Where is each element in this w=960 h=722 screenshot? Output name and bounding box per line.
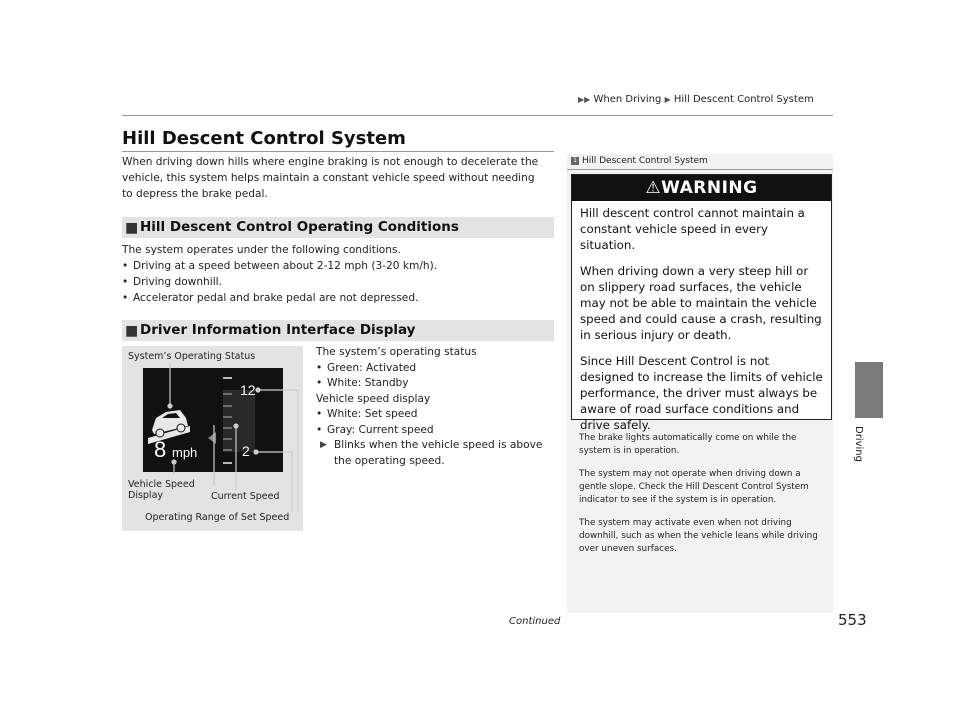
- speed-title: Vehicle speed display: [316, 392, 431, 405]
- section-marker-icon: ■: [125, 323, 139, 339]
- section-marker-icon: ■: [125, 220, 139, 236]
- meter-illustration: [122, 346, 303, 531]
- range-max: 12: [240, 382, 256, 398]
- breadcrumb-arrow-icon: ▶▶: [578, 95, 591, 104]
- list-item: • Driving at a speed between about 2-12 mph (3-20 km/h).: [122, 258, 547, 274]
- chapter-tab-label: Driving: [853, 426, 864, 462]
- section-heading-text: Driver Information Interface Display: [140, 322, 416, 338]
- sidebar-header-text: Hill Descent Control System: [582, 156, 708, 166]
- warning-paragraph: Since Hill Descent Control is not designed to increase the limits of vehicle performance, the driver must always be aware of road surface conditions and drive safely.: [580, 354, 823, 432]
- display-figure: [122, 346, 303, 531]
- figure-label-line: Vehicle Speed: [128, 479, 195, 490]
- chapter-tab[interactable]: [855, 362, 883, 418]
- figure-label-status: System’s Operating Status: [128, 351, 256, 362]
- status-title: The system’s operating status: [316, 346, 477, 358]
- sidebar-notes: [579, 432, 824, 566]
- title-rule: [122, 151, 554, 152]
- conditions-block: [122, 242, 547, 306]
- reference-icon: 1: [571, 157, 579, 165]
- note-paragraph: The system may activate even when not driving downhill, such as when the vehicle leans while driving over uneven surfaces.: [579, 518, 818, 554]
- list-item: • Green: Activated: [316, 361, 556, 377]
- list-item: • Gray: Current speed: [316, 423, 556, 439]
- list-item: • Driving downhill.: [122, 274, 547, 290]
- continued-label: Continued: [509, 616, 561, 627]
- page-number: 553: [838, 611, 867, 629]
- speed-note: [316, 438, 556, 469]
- page-title: Hill Descent Control System: [122, 128, 406, 149]
- sidebar-header: [567, 156, 833, 166]
- list-item: • Accelerator pedal and brake pedal are not depressed.: [122, 290, 547, 306]
- figure-label-vehicle-speed: [128, 479, 195, 501]
- header-rule: [122, 115, 833, 116]
- figure-label-line: Display: [128, 490, 164, 501]
- speed-value: 8: [154, 437, 167, 462]
- section-heading-conditions: [122, 217, 554, 238]
- conditions-list: [122, 258, 547, 306]
- range-min: 2: [242, 443, 250, 459]
- speed-list: [316, 407, 556, 438]
- note-paragraph: The system may not operate when driving down a gentle slope. Check the Hill Descent Control System indicator to see if the system is in operation.: [579, 469, 809, 505]
- speed-note-text: Blinks when the vehicle speed is above the operating speed.: [334, 439, 543, 467]
- figure-label-range: Operating Range of Set Speed: [145, 512, 290, 523]
- note-paragraph: The brake lights automatically come on while the system is in operation.: [579, 433, 797, 456]
- sidebar-rule: [567, 169, 833, 170]
- section-heading-display: [122, 320, 554, 341]
- breadcrumb-arrow-icon: ▶: [664, 95, 671, 104]
- warning-paragraph: When driving down a very steep hill or on slippery road surfaces, the vehicle may not be able to maintain the vehicle speed and could cause a crash, resulting in serious injury or death.: [580, 264, 822, 342]
- section-heading-text: Hill Descent Control Operating Conditions: [140, 219, 459, 235]
- breadcrumb-item-2[interactable]: Hill Descent Control System: [673, 94, 814, 105]
- intro-paragraph: When driving down hills where engine braking is not enough to decelerate the vehicle, this system helps maintain a constant vehicle speed without needing to depress the brake pedal.: [122, 156, 539, 200]
- list-item: • White: Standby: [316, 376, 556, 392]
- status-list: [316, 361, 556, 392]
- conditions-lead: The system operates under the following conditions.: [122, 244, 401, 256]
- warning-box: [571, 174, 832, 432]
- arrow-icon: ▶: [320, 440, 327, 450]
- display-description: [316, 345, 556, 469]
- breadcrumb-item-1[interactable]: When Driving: [593, 94, 662, 105]
- speed-unit: mph: [172, 445, 198, 460]
- breadcrumb: [578, 94, 814, 105]
- warning-label: WARNING: [661, 178, 758, 198]
- warning-triangle-icon: ⚠: [645, 178, 662, 198]
- warning-bar: [572, 175, 831, 201]
- figure-label-current-speed: Current Speed: [211, 491, 280, 502]
- operating-range-band: [223, 390, 255, 452]
- warning-paragraph: Hill descent control cannot maintain a constant vehicle speed in every situation.: [580, 206, 805, 252]
- warning-text: [580, 205, 826, 443]
- list-item: • White: Set speed: [316, 407, 556, 423]
